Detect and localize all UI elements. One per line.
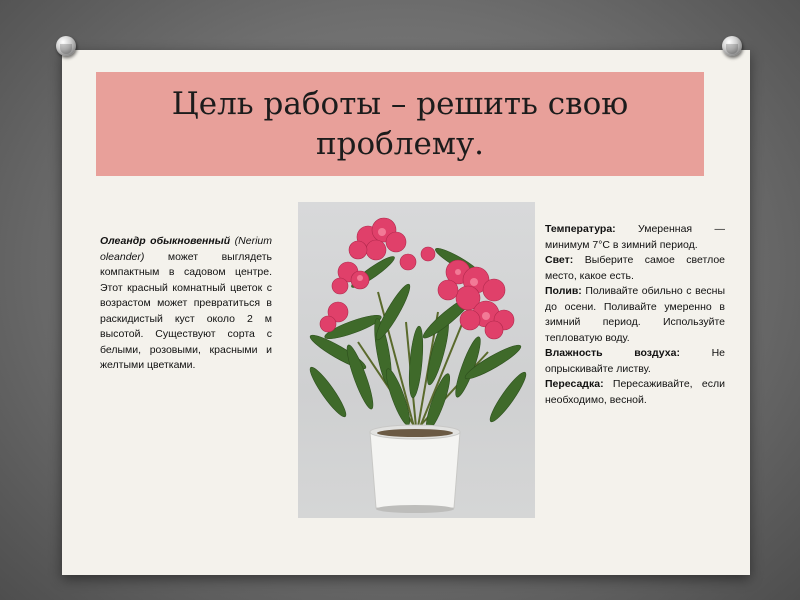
plant-description-text: может выглядеть компактным в садовом центре. Этот красный комнатный цветок с возрастом может превратиться в раскидистый куст около 2 м высотой. Существуют сорта с белыми, розовыми, красными и желтыми цветками. — [100, 250, 272, 371]
plant-latin-name: (Nerium oleander) — [100, 235, 272, 263]
pushpin-icon — [722, 36, 742, 56]
oleander-plant-illustration — [298, 202, 535, 518]
slide-title: Цель работы – решить свою проблему. — [171, 86, 629, 162]
care-text: Пересаживайте, если необходимо, весной. — [545, 378, 725, 406]
care-watering — [545, 284, 725, 346]
plant-description — [100, 234, 272, 374]
care-label: Свет: — [545, 254, 574, 266]
oleander-photo — [298, 202, 535, 518]
care-label: Пересадка: — [545, 378, 604, 390]
title-band — [96, 72, 704, 176]
care-light — [545, 253, 725, 284]
care-text: Выберите самое светлое место, какое есть. — [545, 254, 725, 282]
care-text: Поливайте обильно с весны до осени. Поливайте умеренно в зимний период. Используйте тепловатую воду. — [545, 285, 725, 344]
care-humidity — [545, 346, 725, 377]
care-repotting — [545, 377, 725, 408]
care-temperature — [545, 222, 725, 253]
care-text: Не опрыскивайте листву. — [545, 347, 725, 375]
care-label: Полив: — [545, 285, 582, 297]
care-text: Умеренная — минимум 7°С в зимний период. — [545, 223, 725, 251]
plant-name: Олеандр обыкновенный — [100, 235, 231, 247]
pushpin-icon — [56, 36, 76, 56]
care-instructions — [545, 222, 725, 408]
care-label: Температура: — [545, 223, 616, 235]
care-label: Влажность воздуха: — [545, 347, 680, 359]
